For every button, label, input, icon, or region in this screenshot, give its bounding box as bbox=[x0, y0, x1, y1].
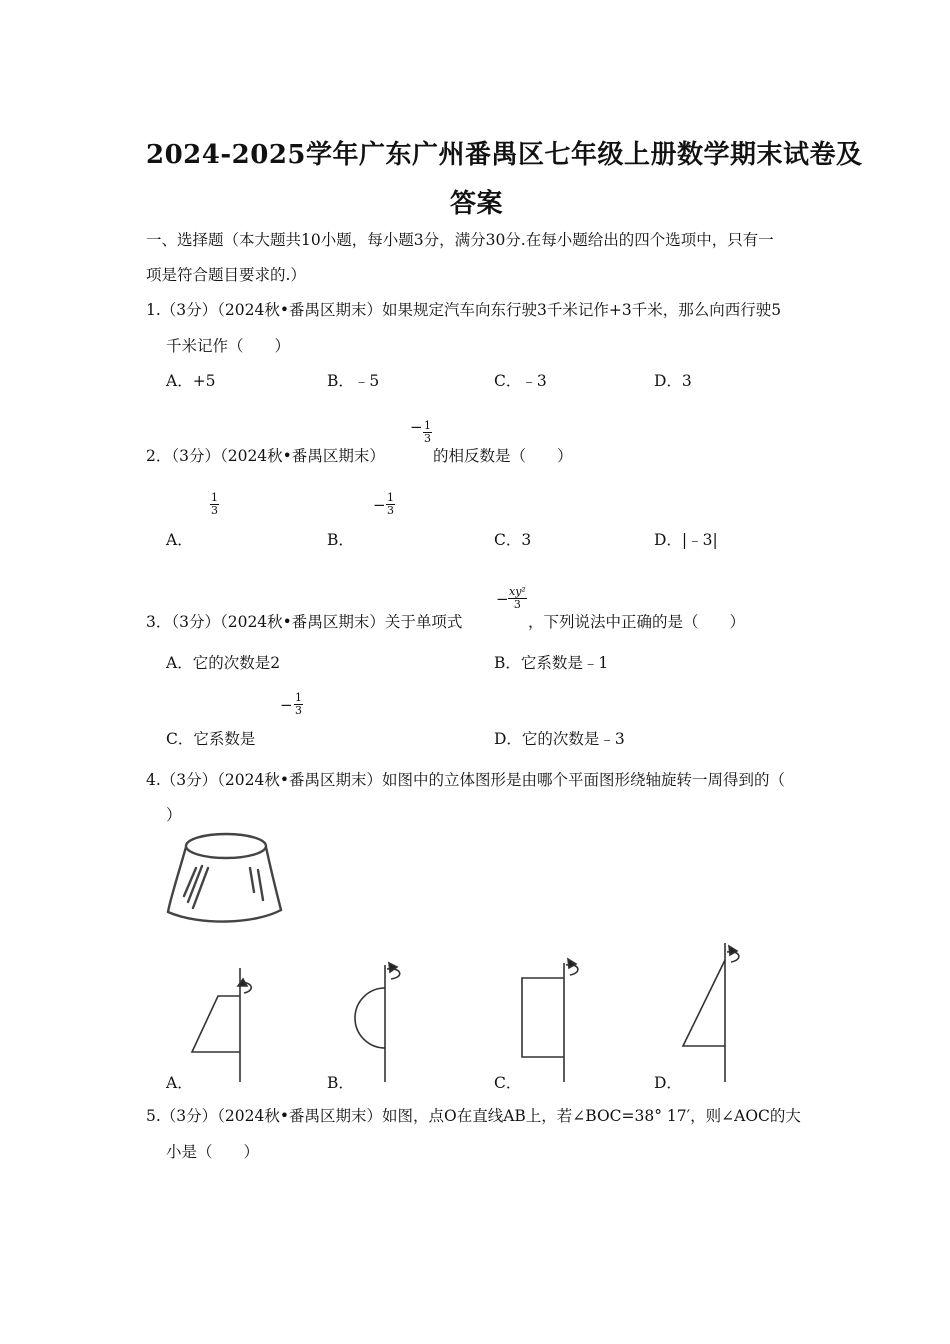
q4-option-a: A． bbox=[166, 1074, 193, 1092]
q2-option-b-fraction bbox=[386, 492, 395, 517]
question-2-text: 2．（3分）（2024秋•番禺区期末） bbox=[146, 447, 385, 465]
q1-option-b: B．﹣5 bbox=[327, 372, 380, 390]
question-5-text-line2: 小是（ ） bbox=[166, 1143, 260, 1161]
frustum-figure bbox=[160, 830, 290, 925]
option-d-triangle-figure bbox=[675, 940, 765, 1085]
q2-option-d: D．|﹣3| bbox=[654, 531, 718, 549]
q3-option-c-minus: − bbox=[280, 696, 293, 714]
q1-option-d: D．3 bbox=[654, 372, 692, 390]
q3-fraction bbox=[508, 586, 527, 611]
q2-option-b-den: 3 bbox=[387, 504, 394, 517]
question-4-text-line2: ） bbox=[166, 806, 182, 824]
q3-option-a: A．它的次数是2 bbox=[166, 654, 281, 672]
q2-fraction-num: 1 bbox=[424, 419, 431, 432]
question-3-text: 3．（3分）（2024秋•番禺区期末）关于单项式 bbox=[146, 613, 463, 631]
q2-fraction-minus: − bbox=[410, 418, 423, 436]
q1-option-a: A．+5 bbox=[166, 372, 216, 390]
q3-option-c-den: 3 bbox=[295, 704, 302, 717]
question-2-text-suffix: 的相反数是（ ） bbox=[433, 447, 573, 465]
q3-fraction-num: xy² bbox=[509, 585, 526, 598]
q4-option-b: B． bbox=[327, 1074, 354, 1092]
question-1-text-line2: 千米记作（ ） bbox=[166, 337, 291, 355]
q3-fraction-minus: − bbox=[496, 590, 509, 608]
q3-fraction-den: 3 bbox=[513, 598, 521, 611]
q1-option-c: C．﹣3 bbox=[494, 372, 547, 390]
q3-option-c-fraction bbox=[294, 692, 303, 717]
q2-option-b-num: 1 bbox=[387, 491, 394, 504]
page-title: 2024-2025学年广东广州番禺区七年级上册数学期末试卷及 bbox=[146, 140, 863, 170]
q2-option-a-fraction bbox=[210, 492, 219, 517]
question-1-text: 1.（3分）（2024秋•番禺区期末）如果规定汽车向东行驶3千米记作+3千米，那么向西行驶5 bbox=[146, 301, 782, 319]
q2-fraction bbox=[423, 420, 432, 445]
option-a-trapezoid-figure bbox=[180, 960, 270, 1085]
q2-option-a: A． bbox=[166, 531, 193, 549]
page-title-line2: 答案 bbox=[450, 189, 504, 219]
q2-option-a-num: 1 bbox=[211, 491, 218, 504]
option-c-rectangle-figure bbox=[510, 955, 600, 1085]
q4-option-c: C． bbox=[494, 1074, 522, 1092]
section-heading: 一、选择题（本大题共10小题，每小题3分，满分30分.在每小题给出的四个选项中，只有一 bbox=[146, 231, 774, 249]
q4-option-d: D． bbox=[654, 1074, 682, 1092]
q3-option-d: D．它的次数是﹣3 bbox=[494, 730, 625, 748]
q3-option-c-num: 1 bbox=[295, 691, 302, 704]
q2-option-a-den: 3 bbox=[211, 504, 218, 517]
q3-option-c: C．它系数是 bbox=[166, 730, 256, 748]
question-3-text-suffix: ，下列说法中正确的是（ ） bbox=[528, 613, 746, 631]
q2-option-b: B． bbox=[327, 531, 354, 549]
q2-option-c: C．3 bbox=[494, 531, 532, 549]
question-4-text: 4.（3分）（2024秋•番禺区期末）如图中的立体图形是由哪个平面图形绕轴旋转一周得到的（ bbox=[146, 771, 785, 789]
option-b-semicircle-figure bbox=[345, 955, 435, 1085]
section-heading-line2: 项是符合题目要求的.） bbox=[146, 266, 306, 284]
q3-option-b: B．它系数是﹣1 bbox=[494, 654, 609, 672]
question-5-text: 5.（3分）（2024秋•番禺区期末）如图，点O在直线AB上，若∠BOC=38° 17′，则∠AOC的大 bbox=[146, 1107, 801, 1125]
q2-fraction-den: 3 bbox=[424, 432, 431, 445]
q2-option-b-minus: − bbox=[373, 496, 386, 514]
